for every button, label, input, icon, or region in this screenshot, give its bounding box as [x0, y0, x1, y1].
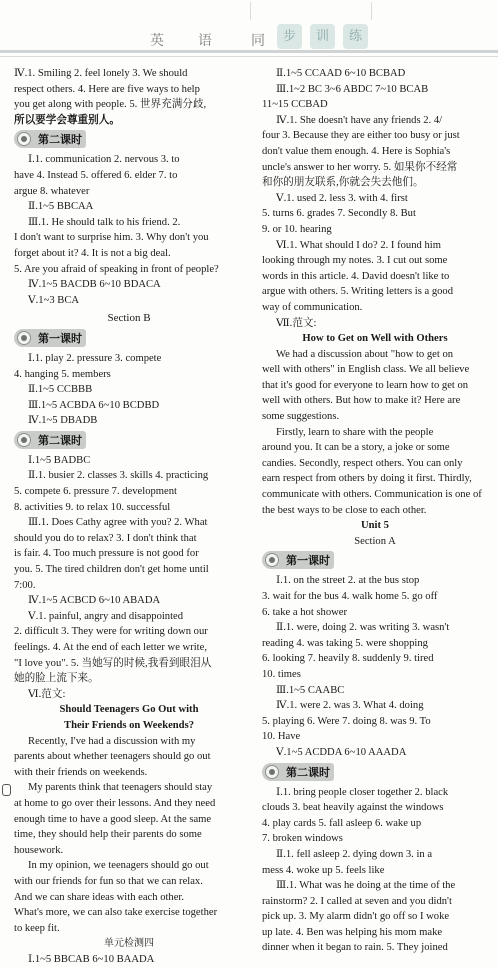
text-line: Ⅰ.1. play 2. pressure 3. compete: [28, 352, 162, 364]
badge-label: 第二课时: [38, 433, 82, 447]
text-line: 7:00.: [14, 579, 36, 591]
text-line: Ⅱ.1~5 CCBBB: [28, 384, 93, 396]
text-line: at home to go over their lessons. And they need: [14, 797, 216, 809]
text-line: argue with others. 5. Writing letters is a good: [262, 286, 454, 298]
header-decoration: [250, 2, 372, 20]
text-line: time, they should help their parents do some: [14, 829, 202, 841]
text-line: to keep fit.: [14, 922, 60, 934]
lesson-badge: [14, 431, 244, 449]
text-line: clouds 3. beat heavily against the windows: [262, 802, 444, 814]
text-line: should you do to relax? 3. I don't think that: [14, 532, 197, 544]
text-line: with our friends for fun so that we can relax.: [14, 875, 203, 887]
text-line: is fair. 4. Too much pressure is not good for: [14, 548, 199, 560]
text-line: I don't want to surprise him. 3. Why don't you: [14, 232, 209, 244]
text-line: Ⅵ.范文:: [28, 688, 66, 700]
text-line: the best ways to be close to each other.: [262, 504, 427, 516]
text-line: Ⅳ.1. Smiling 2. feel lonely 3. We should: [14, 68, 188, 79]
text-line: Ⅲ.1~2 BC 3~6 ABDC 7~10 BCAB: [276, 83, 429, 95]
left-column: [14, 66, 244, 967]
text-line: Ⅰ.1~5 BBCAB 6~10 BAADA: [28, 953, 155, 965]
page-corner-mark: [2, 784, 11, 796]
text-line: Ⅰ.1~5 BADBC: [28, 454, 91, 466]
text-line: reading 4. was taking 5. were shopping: [262, 637, 428, 649]
text-line: don't value them enough. 4. Here is Sophia's: [262, 145, 451, 157]
text-line: Ⅲ.1. He should talk to his friend. 2.: [28, 216, 181, 228]
badge-label: 第一课时: [38, 331, 82, 345]
text-line: Ⅱ.1~5 BBCAA: [28, 201, 94, 213]
text-line: 6. take a hot shower: [262, 606, 348, 618]
text-line: 她的脸上流下来。: [14, 673, 99, 685]
text-line: candies. Secondly, respect others. You can only: [262, 457, 463, 469]
text-line: rainstorm? 2. I called at seven and you didn't: [262, 895, 452, 907]
badge-icon: [17, 433, 31, 447]
text-line: feelings. 4. At the end of each letter we write,: [14, 642, 207, 653]
text-line: In my opinion, we teenagers should go out: [28, 860, 209, 872]
section-heading: Section A: [354, 535, 396, 547]
text-line: 4. hanging 5. members: [14, 368, 111, 380]
text-line: you. 5. The tired children don't get home until: [14, 564, 209, 576]
text-line: Ⅲ.1. What was he doing at the time of the: [276, 880, 456, 892]
text-line: 5. Are you afraid of speaking in front of people?: [14, 263, 219, 275]
right-column: [262, 66, 488, 956]
text-line: 5. turns 6. grades 7. Secondly 8. But: [262, 208, 416, 220]
header-char-box: 训: [310, 24, 335, 49]
lesson-badge: [262, 551, 488, 569]
text-line: 5. compete 6. pressure 7. development: [14, 486, 177, 498]
text-line: Ⅵ.1. What should I do? 2. I found him: [276, 239, 441, 251]
text-line: Ⅲ.1~5 CAABC: [276, 684, 345, 696]
text-line: Ⅳ.1~5 BACDB 6~10 BDACA: [28, 279, 161, 291]
lesson-badge: [14, 130, 244, 148]
text-line: dinner when it began to rain. 5. They joined: [262, 942, 448, 954]
text-line: Ⅴ.1~3 BCA: [28, 294, 80, 306]
text-line: respect others. 4. Here are five ways to help: [14, 83, 200, 95]
text-line: 11~15 CCBAD: [262, 99, 328, 111]
text-line: 6. looking 7. heavily 8. suddenly 9. tired: [262, 653, 434, 665]
text-line: 10. times: [262, 668, 301, 680]
text-line: you get along with people. 5. 世界充满分歧,: [14, 99, 207, 111]
text-line: Ⅰ.1. on the street 2. at the bus stop: [276, 575, 420, 587]
text-line: "I love you". 5. 当她写的时候,我看到眼泪从: [14, 657, 212, 669]
text-line: Ⅱ.1. were, doing 2. was writing 3. wasn't: [276, 622, 450, 634]
text-line: with their friends on weekends.: [14, 766, 148, 778]
badge-icon: [17, 331, 31, 345]
lesson-badge: [14, 329, 244, 347]
text-line: 10. Have: [262, 731, 301, 743]
text-line: 2. difficult 3. They were for writing down our: [14, 626, 208, 638]
text-line: Ⅴ.1. used 2. less 3. with 4. first: [276, 192, 408, 204]
text-line: Ⅳ.1~5 ACBCD 6~10 ABADA: [28, 595, 161, 607]
text-line: Recently, I've had a discussion with my: [28, 735, 196, 747]
badge-icon: [265, 765, 279, 779]
text-line: Ⅱ.1~5 CCAAD 6~10 BCBAD: [276, 68, 406, 79]
text-line: pick up. 3. My alarm didn't go off so I woke: [262, 911, 450, 923]
text-line: Ⅴ.1~5 ACDDA 6~10 AAADA: [276, 746, 407, 758]
text-line: well with others. But how to make it? Here are: [262, 395, 461, 407]
lesson-badge: [262, 763, 488, 781]
text-line: Ⅰ.1. bring people closer together 2. black: [276, 786, 449, 798]
header-char-box: 练: [343, 24, 368, 49]
text-line: Ⅴ.1. painful, angry and disappointed: [28, 610, 184, 622]
text-line: Ⅳ.1. were 2. was 3. What 4. doing: [276, 700, 424, 712]
text-line: 所以要学会尊重别人。: [14, 114, 120, 126]
essay-title: Their Friends on Weekends?: [64, 719, 194, 731]
text-line: housework.: [14, 844, 64, 856]
text-line: up late. 4. Ben was helping his mom make: [262, 926, 443, 938]
text-line: Ⅳ.1~5 DBADB: [28, 415, 98, 427]
text-line: Ⅲ.1~5 ACBDA 6~10 BCDBD: [28, 399, 160, 411]
text-line: 4. play cards 5. fall asleep 6. wake up: [262, 817, 422, 829]
header-char: 语: [198, 33, 214, 49]
header-char-box: 步: [277, 24, 302, 49]
text-line: Firstly, learn to share with the people: [276, 426, 434, 438]
text-line: four 3. Because they are either too busy or just: [262, 130, 460, 142]
text-line: 3. wait for the bus 4. walk home 5. go off: [262, 591, 438, 602]
text-line: that it's good for everyone to learn how to get on: [262, 379, 469, 391]
text-line: around you. It can be a story, a joke or some: [262, 442, 450, 454]
badge-label: 第一课时: [286, 554, 330, 568]
text-line: 7. broken windows: [262, 833, 343, 845]
text-line: argue 8. whatever: [14, 185, 90, 197]
text-line: some suggestions.: [262, 411, 340, 423]
text-line: enough time to have a good sleep. At the same: [14, 813, 212, 825]
text-line: parents about whether teenagers should go out: [14, 751, 211, 763]
text-line: Ⅶ.范文:: [276, 317, 317, 329]
header-rule: [0, 50, 498, 53]
header-rule-thin: [0, 56, 498, 57]
text-line: And we can share ideas with each other.: [14, 891, 185, 903]
text-line: We had a discussion about "how to get on: [276, 348, 454, 360]
text-line: 8. activities 9. to relax 10. successful: [14, 501, 171, 513]
text-line: 和你的朋友联系,你就会失去他们。: [262, 177, 424, 189]
text-line: have 4. Instead 5. offered 6. elder 7. to: [14, 169, 178, 181]
text-line: communicate with others. Communication is one of: [262, 489, 482, 501]
essay-title: Should Teenagers Go Out with: [59, 704, 199, 716]
text-line: Ⅰ.1. communication 2. nervous 3. to: [28, 154, 180, 166]
text-line: uncle's answer to her worry. 5. 如果你不经常: [262, 161, 458, 173]
text-line: Ⅱ.1. busier 2. classes 3. skills 4. practicing: [28, 470, 209, 482]
text-line: earn respect from others by doing it first. Thirdly,: [262, 473, 472, 485]
page-header: [0, 0, 498, 62]
text-line: way of communication.: [262, 301, 363, 313]
badge-label: 第二课时: [286, 765, 330, 779]
header-char: 英: [150, 33, 166, 49]
text-line: 5. playing 6. Were 7. doing 8. was 9. To: [262, 715, 431, 727]
section-heading: Section B: [107, 312, 151, 325]
text-line: mess 4. woke up 5. feels like: [262, 864, 385, 876]
text-line: forget about it? 4. It is not a big deal.: [14, 247, 171, 259]
text-line: Ⅱ.1. fell asleep 2. dying down 3. in a: [276, 848, 433, 860]
text-line: Ⅲ.1. Does Cathy agree with you? 2. What: [28, 517, 208, 529]
text-line: 9. or 10. hearing: [262, 223, 332, 235]
unit-check-heading: 单元检测四: [104, 938, 154, 950]
text-line: My parents think that teenagers should stay: [28, 782, 213, 794]
header-char: 同: [251, 33, 267, 49]
badge-label: 第二课时: [38, 133, 82, 147]
text-line: Ⅳ.1. She doesn't have any friends 2. 4/: [276, 114, 443, 126]
text-line: well with others" in English class. We all believe: [262, 364, 470, 376]
text-line: words in this article. 4. David doesn't like to: [262, 270, 450, 282]
text-line: What's more, we can also take exercise together: [14, 907, 218, 919]
text-line: looking through my notes. 3. I cut out some: [262, 255, 448, 267]
unit-heading: Unit 5: [361, 520, 389, 532]
essay-title: How to Get on Well with Others: [302, 333, 448, 345]
